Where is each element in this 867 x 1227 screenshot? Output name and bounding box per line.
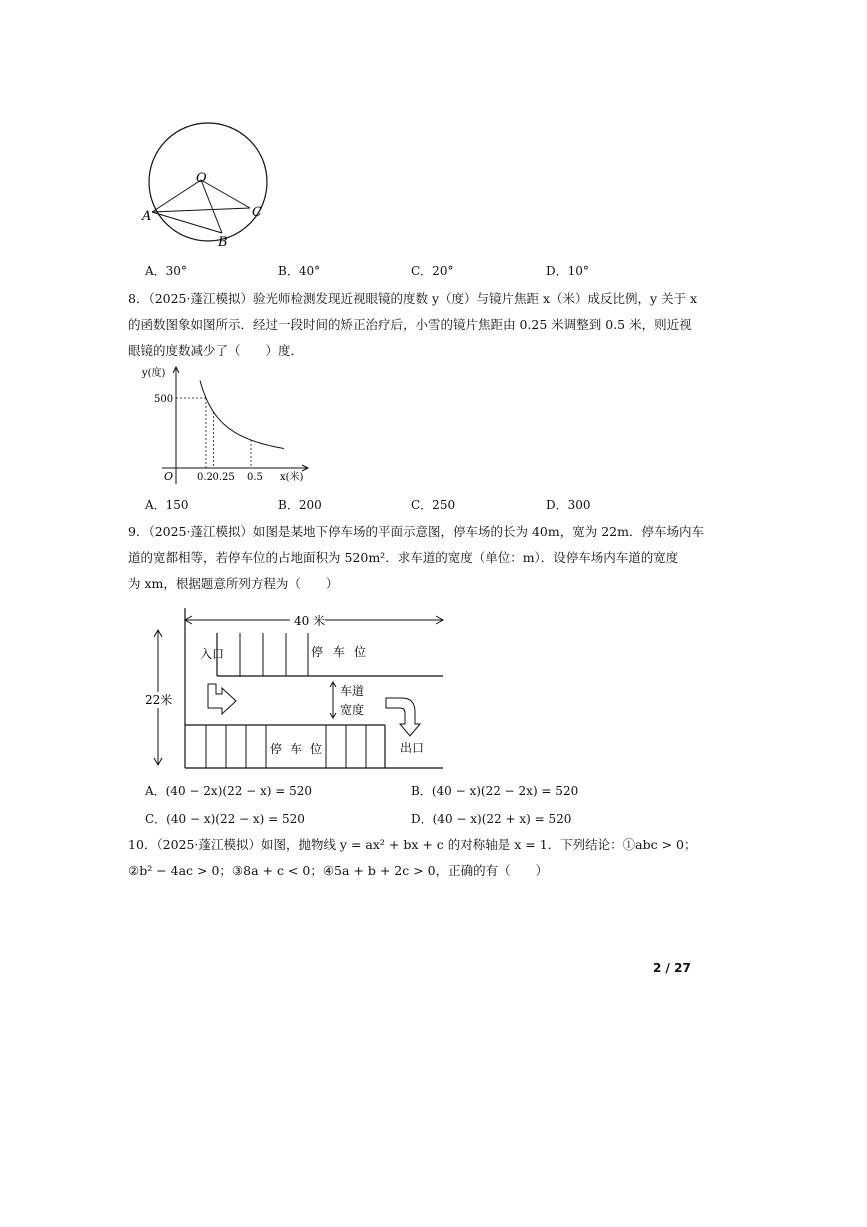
q8-option-d: D．300 bbox=[546, 498, 591, 512]
segment-oc bbox=[201, 180, 250, 208]
segment-ab bbox=[152, 212, 222, 233]
q8-option-b: B．200 bbox=[278, 498, 322, 512]
q8-option-c: C．250 bbox=[411, 498, 456, 512]
parking-lot-figure bbox=[140, 600, 450, 775]
q9-option-b: B．(40 − x)(22 − 2x) = 520 bbox=[411, 784, 579, 798]
x-tick-label-2: 0.5 bbox=[247, 472, 263, 483]
parking-top-3: 位 bbox=[354, 645, 367, 659]
circle-figure bbox=[130, 120, 280, 250]
entrance-label: 入口 bbox=[200, 647, 225, 661]
segment-oa bbox=[152, 180, 201, 212]
parking-top-1: 停 bbox=[311, 645, 324, 659]
origin-label: O bbox=[164, 470, 174, 483]
label-a: A bbox=[142, 209, 152, 224]
parking-top-2: 车 bbox=[333, 645, 346, 659]
segment-ob bbox=[201, 180, 222, 233]
exit-label: 出口 bbox=[400, 741, 425, 755]
q9-option-a: A．(40 − 2x)(22 − x) = 520 bbox=[145, 784, 313, 798]
q8-option-a: A．150 bbox=[145, 498, 189, 512]
parking-bottom-3: 位 bbox=[310, 742, 323, 756]
x-tick-label-0: 0.2 bbox=[197, 472, 213, 483]
y-axis-label: y(度) bbox=[142, 368, 166, 379]
q8-line-3: 眼镜的度数减少了（ ）度． bbox=[128, 343, 304, 358]
q7-option-d: D．10° bbox=[546, 264, 589, 278]
q7-option-b: B．40° bbox=[278, 264, 321, 278]
q10-line-2: ②b² − 4ac > 0；③8a + c < 0；④5a + b + 2c > 0，正确的有（ ） bbox=[128, 863, 549, 878]
y-tick-label-0: 500 bbox=[154, 394, 174, 405]
q9-line-3: 为 xm，根据题意所列方程为（ ） bbox=[128, 576, 339, 591]
length-label: 40 米 bbox=[294, 614, 326, 628]
q9-option-d: D．(40 − x)(22 + x) = 520 bbox=[411, 812, 572, 826]
parking-bottom-2: 车 bbox=[290, 742, 303, 756]
q7-option-a: A．30° bbox=[145, 264, 187, 278]
parking-bottom-1: 停 bbox=[270, 742, 283, 756]
x-axis-label: x(米) bbox=[280, 472, 304, 483]
width-label: 22米 bbox=[145, 693, 173, 707]
x-tick-label-1: 0.25 bbox=[212, 472, 235, 483]
segment-ac bbox=[152, 208, 250, 212]
label-b: B bbox=[218, 235, 228, 250]
q9-line-1: 9．（2025·蓬江模拟）如图是某地下停车场的平面示意图，停车场的长为 40m，宽为 22m．停车场内车 bbox=[128, 524, 704, 539]
q10-line-1: 10．（2025·蓬江模拟）如图，抛物线 y = ax² + bx + c 的对称轴是 x = 1．下列结论：①abc > 0； bbox=[128, 837, 697, 852]
inverse-proportion-chart bbox=[140, 364, 320, 490]
lane-label-1: 车道 bbox=[340, 684, 365, 698]
label-o: O bbox=[196, 171, 207, 186]
lane-label-2: 宽度 bbox=[340, 703, 365, 717]
q7-option-c: C．20° bbox=[411, 264, 454, 278]
label-c: C bbox=[252, 205, 262, 220]
q8-line-2: 的函数图象如图所示．经过一段时间的矫正治疗后，小雪的镜片焦距由 0.25 米调整到 0.5 米，则近视 bbox=[128, 317, 692, 332]
q9-option-c: C．(40 − x)(22 − x) = 520 bbox=[145, 812, 305, 826]
circle bbox=[149, 123, 267, 241]
q8-line-1: 8．（2025·蓬江模拟）验光师检测发现近视眼镜的度数 y（度）与镜片焦距 x（米）成反比例，y 关于 x bbox=[128, 291, 698, 306]
page-number: 2 / 27 bbox=[653, 961, 691, 975]
inverse-curve bbox=[200, 381, 284, 449]
q9-line-2: 道的宽都相等，若停车位的占地面积为 520m²．求车道的宽度（单位：m）．设停车场内车道的宽度 bbox=[128, 550, 679, 565]
